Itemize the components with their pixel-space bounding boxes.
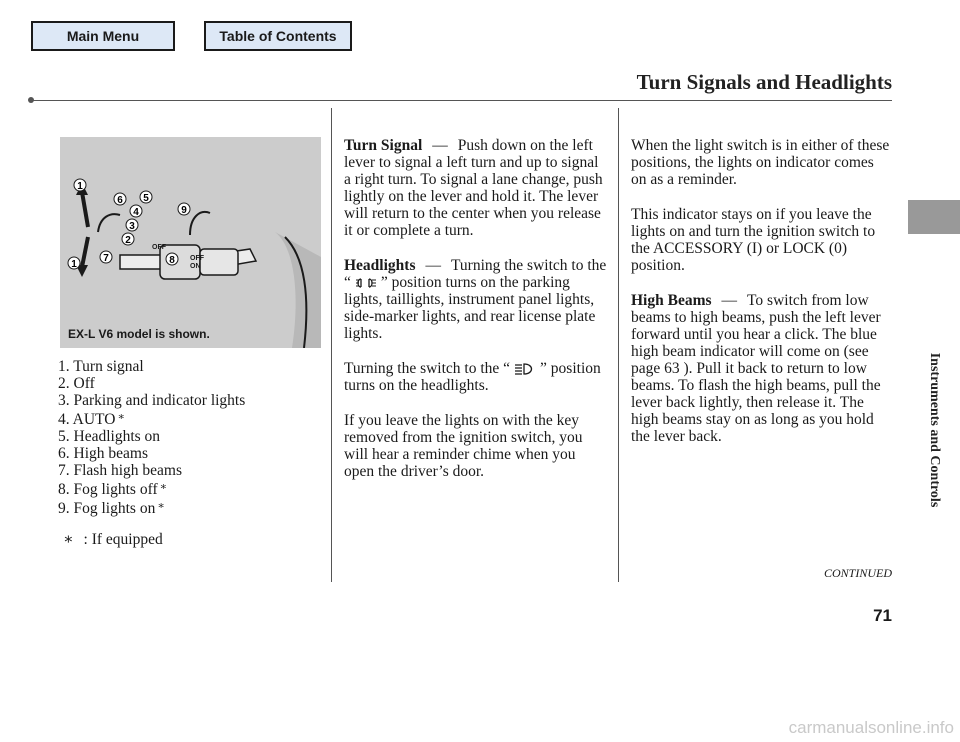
column-divider-right [618,108,619,582]
list-item: 7. Flash high beams [58,462,182,479]
callout-1-top: 1 [77,181,83,192]
list-item: 3. Parking and indicator lights [58,392,246,409]
high-beams-paragraph: High Beams — To switch from low beams to high beams, push the left lever forward until you hear a click. The blue high beam indicator will come on (see page 63 ). Pull it back to return to low beams. To flash the high beams, pull the lever back lightly, then release it. The high beams stay on as long as you hold the lever back. [631,292,881,445]
headlights-on-paragraph: Turning the switch to the “ ” position turns on the headlights. [344,360,601,394]
callout-1-bottom: 1 [71,259,77,270]
column-right [631,137,893,463]
page-number: 71 [873,606,892,625]
continued-label: CONTINUED [823,566,892,580]
page-title: Turn Signals and Headlights [636,70,892,94]
callout-5: 5 [143,193,149,204]
section-tab [908,200,960,234]
fog-label-off: OFF [190,255,204,262]
switch-drawing [60,137,321,348]
main-menu-button[interactable]: Main Menu [31,21,175,51]
callout-9: 9 [181,205,187,216]
callout-3: 3 [129,221,135,232]
list-item: 5. Headlights on [58,428,161,445]
list-item: 4. AUTO ∗ [58,411,125,428]
list-item: 6. High beams [58,445,148,462]
callout-8: 8 [169,255,175,266]
section-label: Instruments and Controls [927,352,942,508]
headlights-icon [514,363,536,375]
list-item: 8. Fog lights off ∗ [58,481,168,498]
callout-6: 6 [117,195,123,206]
parking-lights-icon [355,277,377,289]
reminder-paragraph: If you leave the lights on with the key removed from the ignition switch, you will hear a reminder chime when you open the driver’s door. [344,412,583,480]
footnote: ∗ : If equipped [63,531,163,548]
table-of-contents-button[interactable]: Table of Contents [204,21,352,51]
column-divider-left [331,108,332,582]
headlight-switch-illustration [60,137,321,348]
list-item: 2. Off [58,375,95,392]
header-rule [31,100,892,101]
callout-4: 4 [133,207,139,218]
list-item: 1. Turn signal [58,358,144,375]
headlights-paragraph: Headlights — Turning the switch to the “ ” position turns on the parking lights, taillights, instrument panel lights, side-marker lights, and rear license plate lights. [344,257,607,342]
list-item: 9. Fog lights on ∗ [58,500,165,517]
column-middle [344,137,609,498]
indicator-paragraph: When the light switch is in either of these positions, the lights on indicator comes on as a reminder. [631,137,890,188]
switch-label-off: OFF [152,244,166,251]
turn-signal-paragraph: Turn Signal — Push down on the left lever to signal a left turn and up to signal a right turn. To signal a lane change, push lightly on the lever and hold it. The lever will return to the center when you release it or complete a turn. [344,137,603,239]
turn-signal-heading: Turn Signal [344,137,423,154]
high-beams-heading: High Beams [631,292,712,309]
fog-label-on: ON [190,263,201,270]
figure-caption: EX-L V6 model is shown. [68,327,210,341]
callout-2: 2 [125,235,131,246]
headlights-heading: Headlights [344,257,416,274]
indicator-stays-paragraph: This indicator stays on if you leave the lights on and turn the ignition switch to the ACCESSORY (I) or LOCK (0) position. [631,206,876,274]
watermark: carmanualsonline.info [788,718,954,737]
callout-7: 7 [103,253,109,264]
callout-legend [58,358,245,517]
